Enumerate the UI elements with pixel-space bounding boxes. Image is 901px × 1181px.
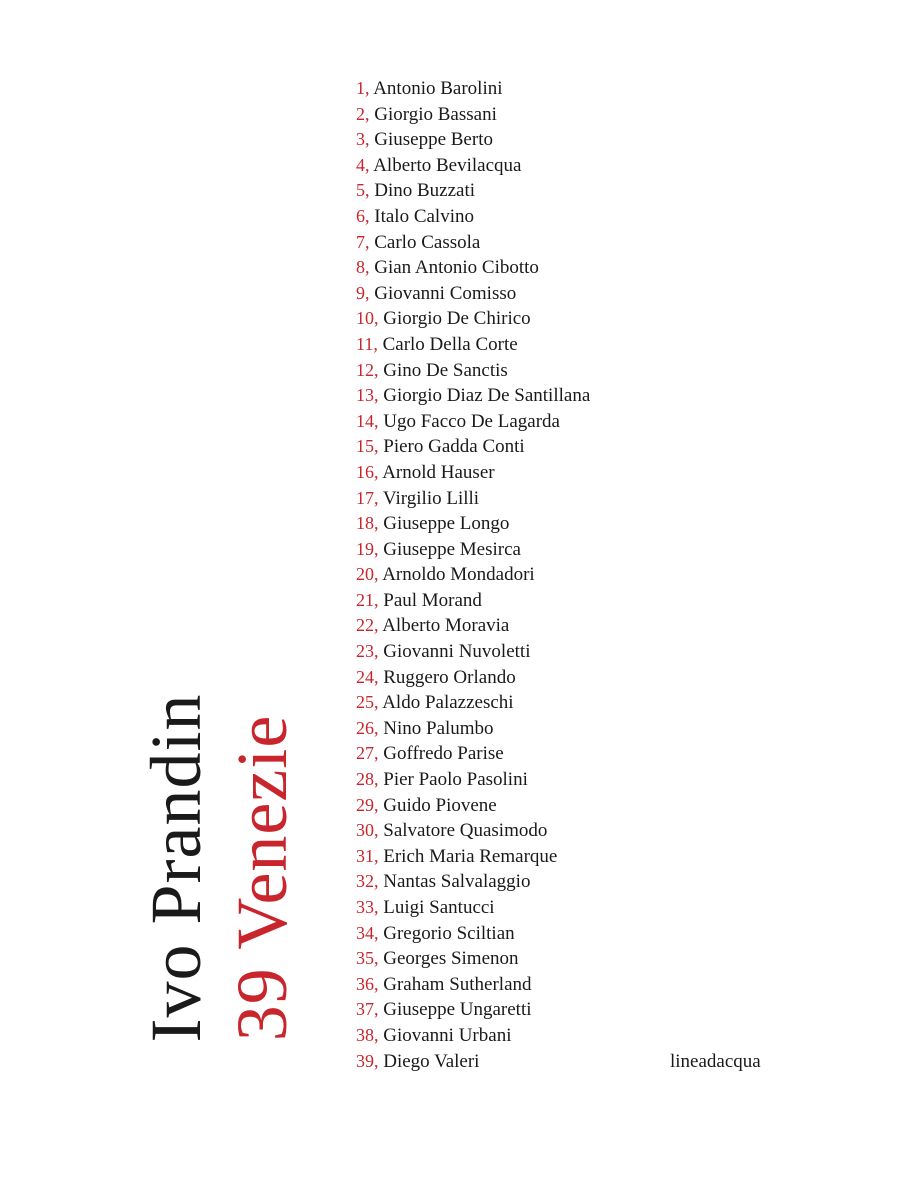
- list-item: [356, 895, 590, 921]
- list-item-number: 19,: [356, 538, 379, 559]
- list-item-name: Alberto Bevilacqua: [373, 154, 522, 176]
- list-item-number: 15,: [356, 436, 379, 457]
- list-item-number: 6,: [356, 205, 370, 226]
- contributor-list: [356, 76, 590, 1074]
- list-item: [356, 434, 590, 460]
- list-item: [356, 306, 590, 332]
- list-item-number: 11,: [356, 333, 378, 354]
- list-item-name: Giovanni Nuvoletti: [383, 641, 531, 663]
- list-item: [356, 818, 590, 844]
- list-item: [356, 332, 590, 358]
- list-item: [356, 921, 590, 947]
- list-item-name: Ruggero Orlando: [383, 666, 516, 688]
- list-item: [356, 946, 590, 972]
- list-item-number: 4,: [356, 154, 370, 175]
- list-item-name: Gino De Sanctis: [383, 359, 508, 381]
- list-item: [356, 460, 590, 486]
- list-item: [356, 383, 590, 409]
- list-item-name: Giorgio De Chirico: [383, 308, 531, 330]
- list-item-name: Aldo Palazzeschi: [382, 692, 514, 714]
- list-item-name: Giuseppe Berto: [374, 129, 493, 151]
- list-item-name: Luigi Santucci: [383, 897, 495, 918]
- list-item-number: 35,: [356, 948, 379, 969]
- list-item-number: 21,: [356, 589, 379, 610]
- list-item-name: Goffredo Parise: [383, 743, 504, 765]
- list-item-name: Antonio Barolini: [373, 78, 503, 99]
- list-item-name: Italo Calvino: [374, 205, 474, 227]
- list-item: [356, 281, 590, 307]
- list-item: [356, 767, 590, 793]
- list-item-number: 10,: [356, 308, 379, 329]
- list-item-number: 25,: [356, 692, 379, 713]
- list-item: [356, 102, 590, 128]
- list-item-name: Arnoldo Mondadori: [382, 564, 535, 586]
- list-item-name: Gregorio Sciltian: [383, 922, 515, 944]
- list-item-name: Virgilio Lilli: [382, 487, 480, 509]
- list-item-name: Giorgio Diaz De Santillana: [383, 385, 591, 407]
- list-item: [356, 511, 590, 537]
- list-item-name: Giovanni Urbani: [383, 1024, 512, 1046]
- list-item: [356, 1023, 590, 1049]
- list-item-number: 27,: [356, 743, 379, 764]
- list-item-name: Nantas Salvalaggio: [383, 871, 531, 893]
- list-item-number: 14,: [356, 410, 379, 431]
- list-item-name: Salvatore Quasimodo: [383, 820, 548, 842]
- list-item-number: 39,: [356, 1050, 379, 1071]
- list-item: [356, 665, 590, 691]
- list-item: [356, 358, 590, 384]
- list-item: [356, 997, 590, 1023]
- list-item-number: 22,: [356, 615, 379, 636]
- list-item-number: 36,: [356, 973, 379, 994]
- list-item: [356, 153, 590, 179]
- list-item-name: Piero Gadda Conti: [383, 436, 525, 458]
- list-item: [356, 869, 590, 895]
- list-item-name: Giorgio Bassani: [374, 103, 497, 125]
- list-item: [356, 562, 590, 588]
- list-item-number: 33,: [356, 897, 379, 917]
- list-item-name: Alberto Moravia: [382, 615, 510, 637]
- list-item-number: 34,: [356, 922, 379, 943]
- list-item-name: Diego Valeri: [383, 1050, 480, 1072]
- list-item: [356, 690, 590, 716]
- publisher-name: lineadacqua: [670, 1051, 761, 1072]
- list-item: [356, 127, 590, 153]
- list-item-number: 5,: [356, 180, 370, 201]
- list-item: [356, 1049, 590, 1075]
- list-item-number: 16,: [356, 461, 379, 482]
- list-item: [356, 793, 590, 819]
- list-item-number: 31,: [356, 845, 379, 866]
- list-item-name: Ugo Facco De Lagarda: [383, 410, 560, 432]
- list-item-name: Carlo Della Corte: [382, 333, 518, 355]
- list-item-name: Guido Piovene: [383, 794, 497, 816]
- list-item-number: 9,: [356, 282, 370, 303]
- list-item-number: 20,: [356, 564, 379, 585]
- list-item-name: Dino Buzzati: [374, 180, 476, 202]
- list-item: [356, 409, 590, 435]
- list-item-name: Giuseppe Longo: [383, 513, 510, 535]
- list-item-name: Giovanni Comisso: [374, 282, 517, 304]
- list-item: [356, 204, 590, 230]
- list-item-name: Nino Palumbo: [383, 717, 494, 739]
- list-item: [356, 844, 590, 870]
- list-item: [356, 588, 590, 614]
- list-item: [356, 255, 590, 281]
- list-item-number: 38,: [356, 1024, 379, 1045]
- list-item: [356, 716, 590, 742]
- list-item-number: 17,: [356, 487, 379, 508]
- list-item-name: Carlo Cassola: [374, 231, 481, 253]
- list-item: [356, 178, 590, 204]
- list-item-number: 32,: [356, 871, 379, 892]
- list-item-number: 1,: [356, 78, 370, 98]
- list-item-name: Graham Sutherland: [383, 973, 532, 995]
- list-item: [356, 76, 590, 102]
- list-item: [356, 639, 590, 665]
- list-item-name: Paul Morand: [383, 589, 482, 611]
- list-item-number: 26,: [356, 717, 379, 738]
- list-item-name: Giuseppe Ungaretti: [383, 999, 532, 1021]
- list-item-number: 18,: [356, 513, 379, 534]
- list-item-number: 37,: [356, 999, 379, 1020]
- list-item-number: 30,: [356, 820, 379, 841]
- list-item: [356, 486, 590, 512]
- list-item-name: Pier Paolo Pasolini: [383, 769, 528, 791]
- list-item-number: 23,: [356, 641, 379, 662]
- list-item: [356, 537, 590, 563]
- list-item-name: Erich Maria Remarque: [383, 845, 558, 867]
- list-item-name: Giuseppe Mesirca: [383, 538, 521, 560]
- list-item-name: Georges Simenon: [383, 948, 519, 970]
- list-item-number: 7,: [356, 231, 370, 252]
- list-item-number: 3,: [356, 129, 370, 150]
- list-item: [356, 230, 590, 256]
- list-item-name: Gian Antonio Cibotto: [374, 257, 539, 279]
- list-item: [356, 741, 590, 767]
- list-item-number: 24,: [356, 666, 379, 687]
- list-item-number: 29,: [356, 794, 379, 815]
- list-item-number: 12,: [356, 359, 379, 380]
- author-title: Ivo Prandin: [136, 693, 216, 1043]
- list-item-number: 28,: [356, 769, 379, 790]
- list-item: [356, 972, 590, 998]
- list-item-number: 8,: [356, 257, 370, 278]
- list-item: [356, 613, 590, 639]
- book-title: 39 Venezie: [222, 714, 302, 1042]
- list-item-number: 2,: [356, 103, 370, 124]
- list-item-name: Arnold Hauser: [382, 461, 495, 483]
- list-item-number: 13,: [356, 385, 379, 406]
